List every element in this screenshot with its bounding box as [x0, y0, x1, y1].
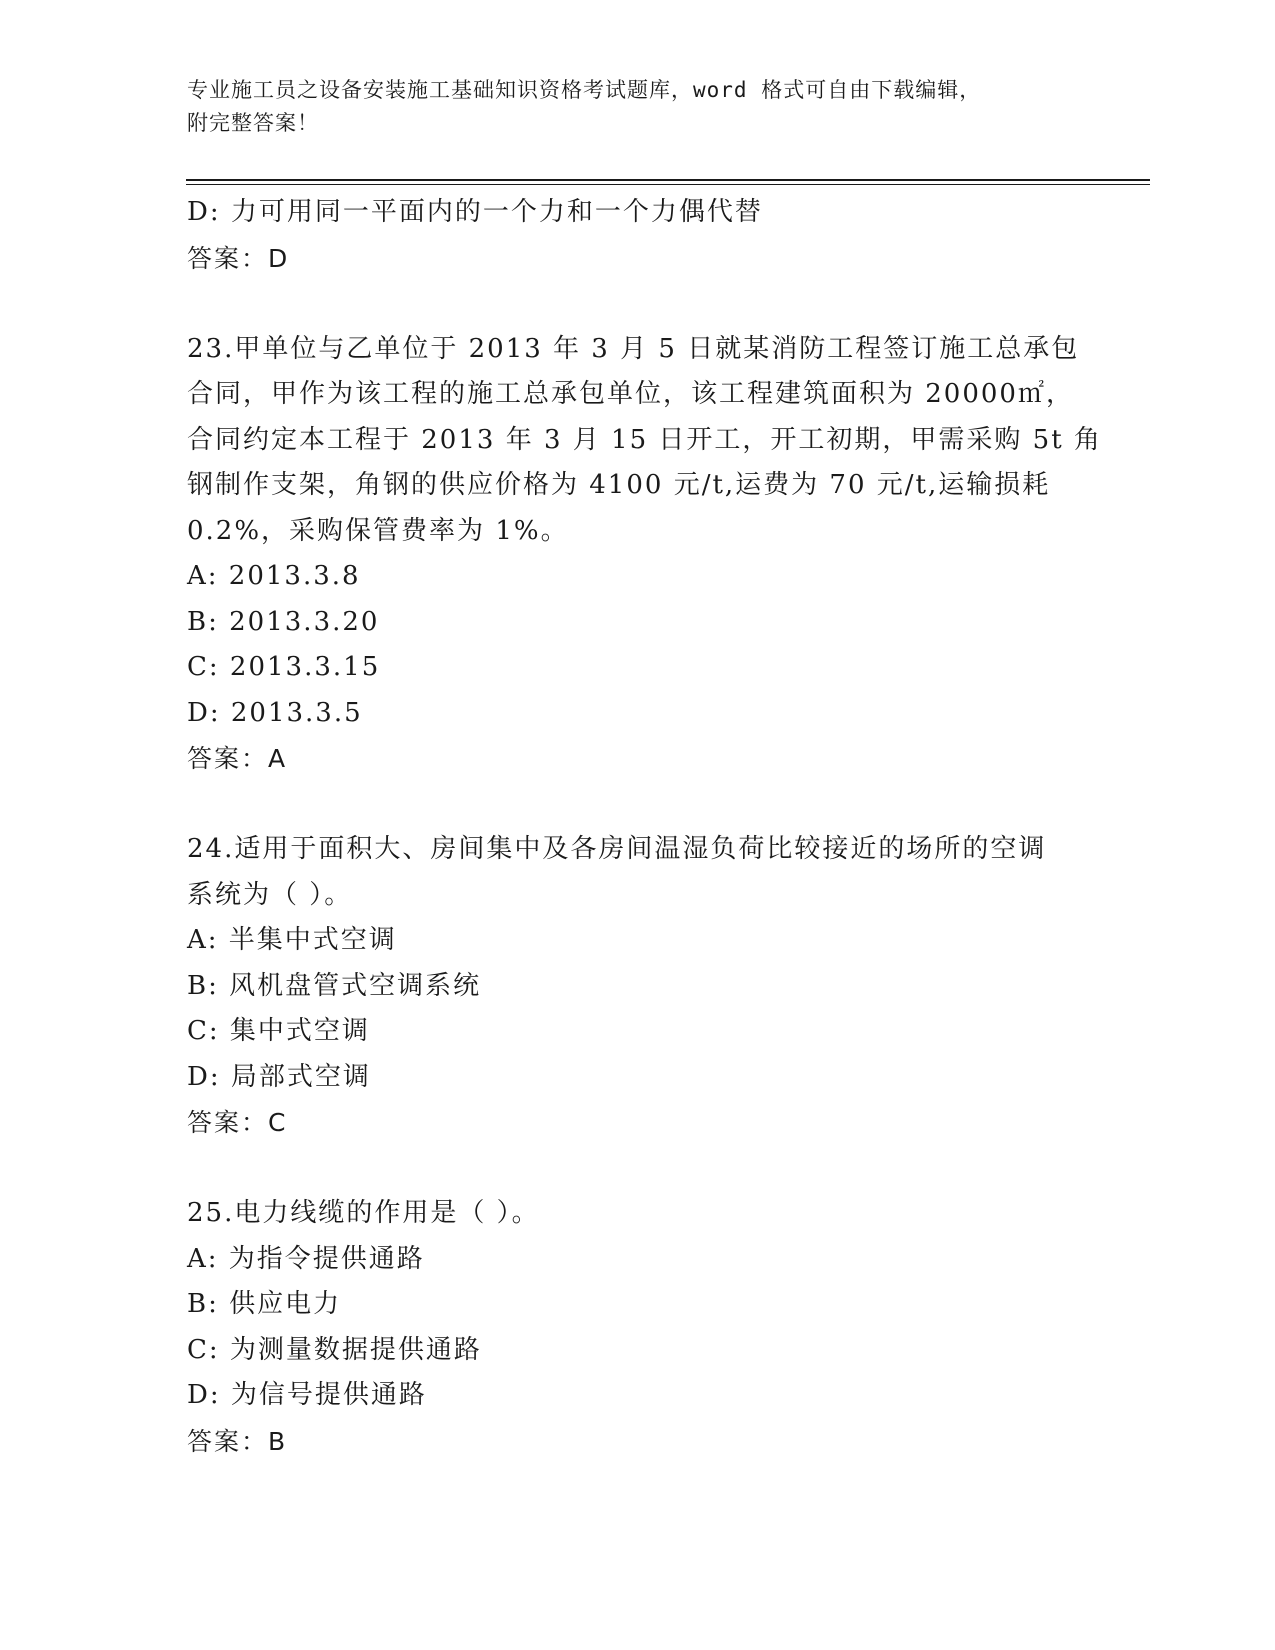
spacer	[187, 1146, 1087, 1192]
question-stem-line: 24.适用于面积大、房间集中及各房间温湿负荷比较接近的场所的空调	[187, 834, 1047, 864]
header-divider-thin	[186, 184, 1150, 185]
header-divider-thick	[186, 179, 1150, 181]
answer-line: 答案：C	[187, 1108, 288, 1137]
question-stem-line: 25.电力线缆的作用是（ ）。	[187, 1198, 540, 1228]
header-line-1: 专业施工员之设备安装施工基础知识资格考试题库，word 格式可自由下载编辑，	[187, 78, 982, 102]
document-header	[187, 74, 1087, 140]
spacer	[187, 782, 1087, 828]
option-c: C: 为测量数据提供通路	[187, 1334, 482, 1365]
option-a: A: 为指令提供通路	[187, 1243, 425, 1274]
option-d: D: 力可用同一平面内的一个力和一个力偶代替	[187, 197, 763, 227]
option-d: D: 为信号提供通路	[187, 1380, 427, 1410]
option-b: B: 供应电力	[187, 1289, 342, 1319]
question-stem-line: 合同，甲作为该工程的施工总承包单位，该工程建筑面积为 20000㎡，	[187, 379, 1074, 409]
question-22	[187, 190, 1087, 281]
option-c: C: 集中式空调	[187, 1016, 370, 1046]
question-stem-line: 0.2%，采购保管费率为 1%。	[187, 515, 569, 546]
option-a: A: 半集中式空调	[187, 925, 397, 955]
question-23	[187, 327, 1102, 782]
answer-line: 答案：A	[187, 744, 288, 773]
question-25	[187, 1191, 1087, 1464]
question-content	[187, 190, 1102, 1464]
answer-line: 答案：B	[187, 1426, 288, 1456]
option-b: B: 风机盘管式空调系统	[187, 970, 482, 1001]
header-line-2: 附完整答案！	[187, 111, 319, 135]
option-a: A: 2013.3.8	[187, 561, 361, 591]
question-stem-line: 钢制作支架，角钢的供应价格为 4100 元/t,运费为 70 元/t,运输损耗	[187, 470, 1051, 500]
question-stem-line: 系统为（ ）。	[187, 879, 353, 910]
option-d: D: 局部式空调	[187, 1061, 371, 1092]
spacer	[187, 281, 1087, 327]
option-b: B: 2013.3.20	[187, 606, 380, 637]
question-stem-line: 合同约定本工程于 2013 年 3 月 15 日开工，开工初期，甲需采购 5t 角	[187, 424, 1102, 455]
question-stem-line: 23.甲单位与乙单位于 2013 年 3 月 5 日就某消防工程签订施工总承包	[187, 333, 1080, 364]
answer-line: 答案：D	[187, 243, 290, 273]
option-c: C: 2013.3.15	[187, 652, 381, 682]
option-d: D: 2013.3.5	[187, 697, 363, 728]
question-24	[187, 827, 1087, 1146]
